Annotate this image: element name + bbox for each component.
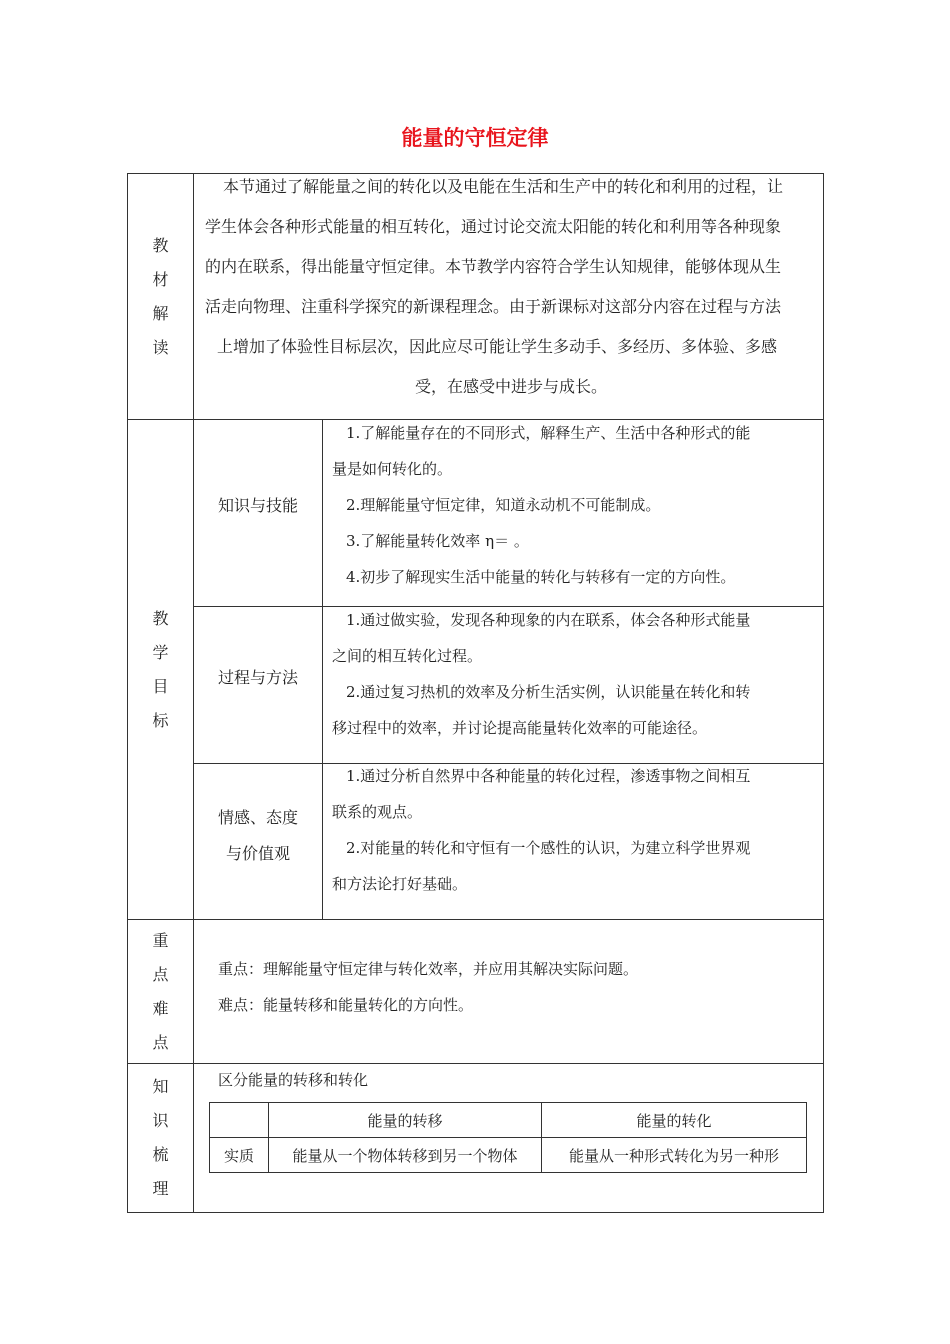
- goal-line: 和方法论打好基础。: [332, 875, 468, 893]
- paragraph-line: 活走向物理、注重科学探究的新课程理念。由于新课标对这部分内容在过程与方法: [205, 297, 782, 316]
- goal-line: 之间的相互转化过程。: [332, 647, 483, 665]
- goal-line: 1.通过做实验，发现各种现象的内在联系，体会各种形式能量: [346, 611, 751, 629]
- knowledge-intro: 区分能量的转移和转化: [218, 1071, 369, 1089]
- label-char: 知: [152, 1077, 169, 1096]
- label-char: 点: [152, 964, 169, 984]
- goal-attitude-name: [193, 800, 323, 872]
- label-char: 点: [152, 1032, 169, 1052]
- goal-process-list: [332, 602, 820, 746]
- table-cell: 能量从一个物体转移到另一个物体: [269, 1138, 542, 1173]
- goal-line: 1.通过分析自然界中各种能量的转化过程，渗透事物之间相互: [346, 767, 751, 785]
- label-char: 目: [152, 676, 169, 696]
- table-header-cell: [210, 1103, 269, 1138]
- goal-line: 2.通过复习热机的效率及分析生活实例，认识能量在转化和转: [346, 683, 751, 701]
- section-textbook-label: [127, 173, 194, 420]
- label-char: 理: [152, 1179, 169, 1198]
- paragraph-line: 本节通过了解能量之间的转化以及电能在生活和生产中的转化和利用的过程，让: [223, 177, 784, 196]
- goal-attitude-list: [332, 758, 820, 902]
- goal-attitude-name-line: 与价值观: [225, 844, 290, 863]
- goal-line: 移过程中的效率，并讨论提高能量转化效率的可能途径。: [332, 719, 708, 737]
- goal-knowledge-name: 知识与技能: [217, 496, 298, 515]
- table-header-cell: 能量的转化: [542, 1103, 807, 1138]
- goal-line: 3.了解能量转化效率 η＝ 。: [346, 532, 529, 550]
- goal-line: 联系的观点。: [332, 803, 423, 821]
- section-knowledge-label: [127, 1063, 194, 1213]
- goal-process-name: 过程与方法: [217, 668, 298, 687]
- goal-attitude-name-line: 情感、态度: [217, 808, 298, 827]
- paragraph-line: 学生体会各种形式能量的相互转化，通过讨论交流太阳能的转化和利用等各种现象: [205, 217, 782, 236]
- textbook-paragraph: [205, 167, 817, 407]
- paragraph-line: 上增加了体验性目标层次，因此应尽可能让学生多动手、多经历、多体验、多感: [217, 337, 778, 356]
- paragraph-line: 受，在感受中进步与成长。: [414, 377, 607, 396]
- table-header-row: [210, 1103, 807, 1138]
- label-char: 标: [152, 710, 169, 730]
- label-char: 难: [152, 998, 169, 1018]
- table-cell: 实质: [210, 1138, 269, 1173]
- label-char: 学: [152, 642, 169, 662]
- label-char: 读: [152, 337, 169, 357]
- label-char: 教: [152, 235, 169, 255]
- difficult-point-text: 难点：能量转移和能量转化的方向性。: [218, 996, 474, 1014]
- key-point-text: 重点：理解能量守恒定律与转化效率，并应用其解决实际问题。: [218, 960, 639, 978]
- label-char: 重: [152, 930, 169, 950]
- goal-line: 4.初步了解现实生活中能量的转化与转移有一定的方向性。: [346, 568, 736, 586]
- goal-knowledge-list: [332, 415, 820, 595]
- table-header-cell: 能量的转移: [269, 1103, 542, 1138]
- table-cell: 能量从一种形式转化为另一种形: [542, 1138, 807, 1173]
- label-char: 解: [152, 303, 169, 323]
- table-row: [210, 1138, 807, 1173]
- paragraph-line: 的内在联系，得出能量守恒定律。本节教学内容符合学生认知规律，能够体现从生: [205, 257, 782, 276]
- label-char: 材: [152, 269, 169, 289]
- section-goals-label: [127, 419, 194, 920]
- label-char: 梳: [152, 1145, 169, 1164]
- label-char: 识: [152, 1111, 169, 1130]
- section-keypoints-label: [127, 919, 194, 1064]
- page-title: 能量的守恒定律: [401, 126, 549, 150]
- transfer-vs-conversion-table: [209, 1102, 807, 1173]
- goal-line: 2.理解能量守恒定律，知道永动机不可能制成。: [346, 496, 661, 514]
- goal-line: 2.对能量的转化和守恒有一个感性的认识，为建立科学世界观: [346, 839, 751, 857]
- goal-line: 量是如何转化的。: [332, 460, 453, 478]
- goal-line: 1.了解能量存在的不同形式，解释生产、生活中各种形式的能: [346, 424, 751, 442]
- label-char: 教: [152, 608, 169, 628]
